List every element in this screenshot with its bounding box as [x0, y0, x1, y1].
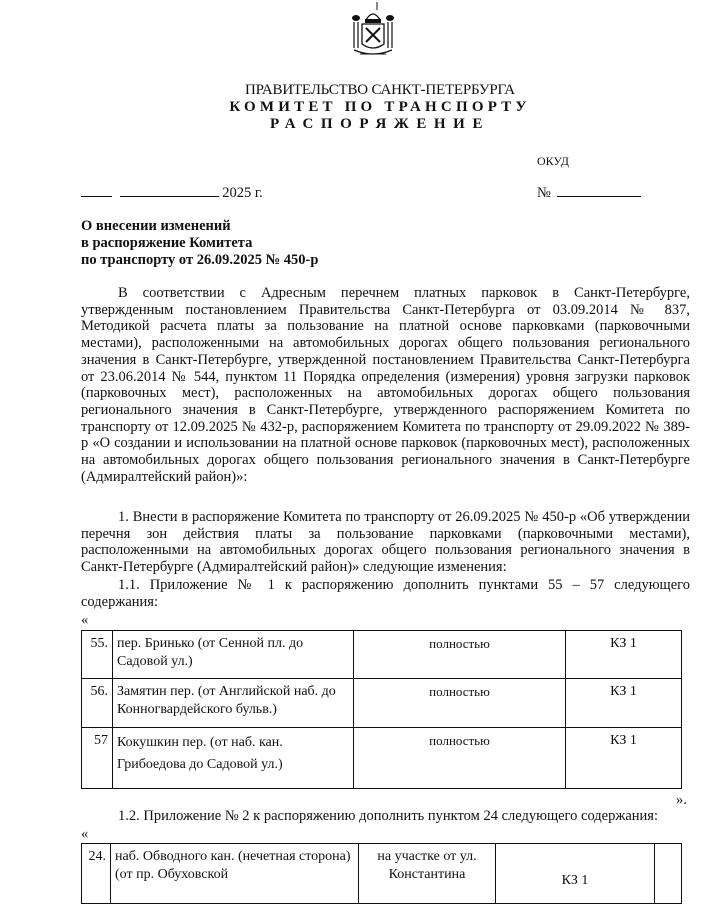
street-cell: Кокушкин пер. (от наб. кан. Грибоедова до Садовой ул.) — [113, 728, 354, 789]
table-row — [82, 844, 682, 904]
item-1-paragraph: 1. Внести в распоряжение Комитета по транспорту от 26.09.2025 № 450-р «Об утверждении перечня зон действия платы за пользование парковками (парковочными местами), расположенными на автомобильных дорогах общего пользования регионального значения в Санкт-Петербурге (Адмиралтейский район)» следующие изменения: — [81, 509, 690, 576]
committee-heading: КОМИТЕТ ПО ТРАНСПОРТУ — [229, 99, 531, 115]
number-blank — [557, 184, 641, 197]
government-heading: ПРАВИТЕЛЬСТВО САНКТ-ПЕТЕРБУРГА — [245, 82, 515, 98]
item-1-1-paragraph: 1.1. Приложение № 1 к распоряжению дополнить пунктами 55 – 57 следующего содержания: — [81, 577, 690, 610]
date-year: 2025 г. — [222, 185, 263, 201]
title-line-2: в распоряжение Комитета — [81, 235, 253, 251]
street-cell: Замятин пер. (от Английской наб. до Конногвардейского бульв.) — [113, 679, 354, 728]
table-row — [82, 631, 682, 679]
open-quote-1: « — [81, 612, 89, 628]
document-title — [81, 218, 318, 269]
zone-cell: КЗ 1 — [566, 728, 682, 789]
appendix-1-table — [81, 630, 682, 789]
street-cell: пер. Бринько (от Сенной пл. до Садовой ул.) — [113, 631, 354, 679]
item-1-2-paragraph: 1.2. Приложение № 2 к распоряжению дополнить пунктом 24 следующего содержания: — [118, 808, 659, 824]
open-quote-2: « — [81, 826, 89, 842]
extent-cell: полностью — [354, 631, 566, 679]
coat-of-arms-icon — [348, 2, 398, 62]
close-quote-1: ». — [676, 792, 687, 808]
street-cell: наб. Обводного кан. (нечетная сторона) (от пр. Обуховской — [111, 844, 359, 904]
number-line — [537, 184, 641, 202]
date-line — [81, 184, 263, 202]
zone-cell: КЗ 1 — [496, 844, 655, 904]
date-day-blank — [81, 184, 112, 197]
extent-cell: на участке от ул. Константина — [359, 844, 496, 904]
row-number: 55. — [82, 631, 113, 679]
zone-cell: КЗ 1 — [566, 679, 682, 728]
title-line-3: по транспорту от 26.09.2025 № 450-р — [81, 252, 319, 268]
row-number: 57 — [82, 728, 113, 789]
row-number: 56. — [82, 679, 113, 728]
okud-label: ОКУД — [537, 154, 569, 168]
document-type-heading: РАСПОРЯЖЕНИЕ — [269, 116, 491, 132]
zone-cell: КЗ 1 — [566, 631, 682, 679]
extra-cell — [655, 844, 682, 904]
title-line-1: О внесении изменений — [81, 218, 231, 234]
number-label: № — [537, 185, 551, 201]
row-number: 24. — [82, 844, 111, 904]
table-row — [82, 679, 682, 728]
extent-cell: полностью — [354, 728, 566, 789]
table-row — [82, 728, 682, 789]
appendix-2-table — [81, 843, 682, 904]
extent-cell: полностью — [354, 679, 566, 728]
preamble-paragraph: В соответствии с Адресным перечнем платных парковок в Санкт-Петербурге, утвержденным постановлением Правительства Санкт-Петербурга от 03.09.2014 № 837, Методикой расчета платы за пользование на платной основе парковками (парковочными местами), расположенными на автомобильных дорогах общего пользования регионального значения в Санкт-Петербурге, утвержденной постановлением Правительства Санкт-Петербурга от 23.06.2014 № 544, пунктом 11 Порядка определения (измерения) уровня загрузки парковок (парковочных мест), расположенных на автомобильных дорогах общего пользования регионального значения в Санкт-Петербурге, утвержденного распоряжением Комитета по транспорту от 12.09.2025 № 432-р, распоряжением Комитета по транспорту от 29.09.2022 № 389-р «О создании и использовании на платной основе парковок (парковочных мест), расположенных на автомобильных дорогах общего пользования регионального значения в Санкт-Петербурге (Адмиралтейский район)»: — [81, 285, 690, 485]
date-month-blank — [120, 184, 219, 197]
